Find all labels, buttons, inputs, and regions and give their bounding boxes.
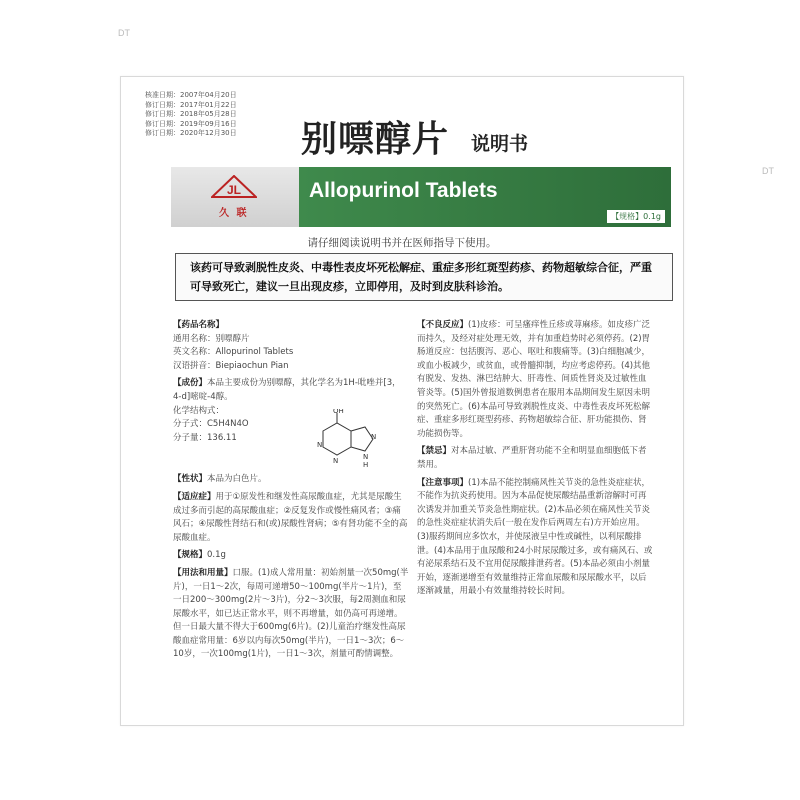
warning-text: 该药可导致剥脱性皮炎、中毒性表皮坏死松解症、重症多形红斑型药疹、药物超敏综合征，严重可导致死亡，建议一旦出现皮疹，立即停用，及时到皮肤科诊治。: [190, 261, 652, 293]
content-columns: [173, 319, 673, 719]
watermark: DT: [118, 28, 130, 38]
svg-text:OH: OH: [333, 409, 344, 416]
revision-date: 修订日期：2020年12月30日: [145, 129, 237, 138]
indications-text: 用于①原发性和继发性高尿酸血症，尤其是尿酸生成过多而引起的高尿酸血症；②反复发作或慢性痛风者；③痛风石；④尿酸性肾结石和(或)尿酸性肾病；⑤有肾功能不全的高尿酸血症。: [173, 491, 408, 543]
logo-text: 久 联: [219, 208, 249, 219]
right-column: [417, 319, 653, 603]
pinyin-name: 汉语拼音：Biepiaochun Pian: [173, 360, 289, 371]
section-specification: [173, 549, 409, 563]
title-band: [299, 167, 671, 227]
title-english: Allopurinol Tablets: [309, 179, 498, 202]
svg-text:N: N: [333, 457, 339, 466]
contraindications-text: 对本品过敏、严重肝肾功能不全和明显血细胞低下者禁用。: [417, 446, 647, 470]
svg-text:H: H: [363, 461, 369, 470]
svg-text:N: N: [317, 441, 323, 450]
svg-text:N: N: [371, 433, 377, 442]
section-heading: 【注意事项】: [417, 477, 469, 488]
revision-dates: [145, 91, 237, 139]
english-name: 英文名称：Allopurinol Tablets: [173, 347, 294, 358]
specification-text: 0.1g: [207, 550, 226, 561]
logo-icon: [211, 175, 257, 199]
section-dosage: [173, 567, 409, 662]
section-heading: 【不良反应】: [417, 320, 469, 330]
section-contraindications: [417, 445, 653, 472]
revision-date: 核准日期：2007年04月20日: [145, 91, 237, 99]
section-heading: 【禁忌】: [417, 446, 452, 457]
instruction-sheet: [120, 76, 684, 726]
section-heading: 【规格】: [173, 550, 208, 561]
watermark: DT: [762, 166, 774, 176]
left-column: [173, 319, 409, 666]
character-text: 本品为白色片。: [207, 474, 267, 485]
structure-label: 化学结构式：: [173, 405, 225, 416]
section-heading: 【成份】: [173, 378, 208, 389]
revision-date: 修订日期：2018年05月28日: [145, 110, 237, 119]
molecular-formula: 分子式：C5H4N4O: [173, 419, 249, 430]
section-composition: [173, 377, 409, 469]
svg-text:JL: JL: [226, 183, 242, 197]
section-drug-name: [173, 319, 409, 373]
read-notice: 请仔细阅读说明书并在医师指导下使用。: [307, 237, 497, 249]
chemical-structure-icon: [303, 409, 395, 469]
section-heading: 【性状】: [173, 474, 208, 485]
section-adverse-reactions: [417, 319, 653, 441]
section-precautions: [417, 477, 653, 599]
section-heading: 【药品名称】: [173, 320, 225, 330]
precautions-text: (1)本品不能控制痛风性关节炎的急性炎症症状，不能作为抗炎药使用。因为本品促使尿酸结晶重新溶解时可再次诱发并加重关节炎急性期症状。(2)本品必须在痛风性关节炎的急性炎症症状消失后(一般在发作后两周左右)方开始应用。(3)服药期间应多饮水，并使尿液呈中性或碱性，以利尿酸排泄。(4)本品用于血尿酸和24小时尿尿酸过多，或有痛风石、或有泌尿系结石及不宜用促尿酸排泄药者。(5)本品必须由小剂量开始，逐渐递增至有效量维持正常血尿酸和尿尿酸水平，以后逐渐减量，用最小有效量维持较长时间。: [417, 477, 653, 597]
title-chinese: 别嘌醇片: [301, 119, 450, 160]
molecular-weight: 分子量：136.11: [173, 432, 237, 443]
revision-date: 修订日期：2019年09月16日: [145, 119, 237, 128]
adverse-text: (1)皮疹：可呈瘙痒性丘疹或荨麻疹。如皮疹广泛而持久，及经对症处理无效，并有加重趋势时必须停药。(2)胃肠道反应：包括腹泻、恶心、呕吐和腹痛等。(3)白细胞减少，或血小板减少，或贫血，或骨髓抑制，均应考虑停药。(4)其他有脱发、发热、淋巴结肿大、肝毒性、间质性肾炎及过敏性血管炎等。(5)国外曾报道数例患者在服用本品期间发生原因未明的突然死亡。(6)本品可导致剥脱性皮炎、中毒性表皮坏死松解症、重症多形红斑型药疹、药物超敏综合征、肝功能损伤、肾功能损伤等。: [417, 320, 651, 439]
section-heading: 【用法和用量】: [173, 567, 233, 578]
spec-tag: 【规格】0.1g: [607, 210, 665, 223]
section-indications: [173, 491, 409, 545]
dosage-text: 口服。(1)成人常用量：初始剂量一次50mg(半片)，一日1～2次，每周可递增50～100mg(半片～1片)，至一日200～300mg(2片～3片)，分2～3次服，每2周测血和尿尿酸水平，如已达正常水平，则不再增量，如仍高可再递增。但一日最大量不得大于600mg(6片)。(2)儿童治疗继发性高尿酸血症常用量：6岁以内每次50mg(半片)，一日1～3次；6～10岁，一次100mg(1片)，一日1～3次，剂量可酌情调整。: [173, 567, 409, 660]
title-suffix: 说明书: [471, 133, 529, 155]
warning-box: [175, 253, 673, 301]
generic-name: 通用名称：别嘌醇片: [173, 333, 250, 344]
brand-logo: [171, 167, 299, 227]
composition-text: 本品主要成份为别嘌醇，其化学名为1H-吡唑并[3，4-d]嘧啶-4醇。: [173, 378, 401, 402]
svg-text:N: N: [363, 453, 369, 462]
revision-date: 修订日期：2017年01月22日: [145, 100, 237, 109]
section-heading: 【适应症】: [173, 491, 216, 502]
section-character: [173, 473, 409, 487]
